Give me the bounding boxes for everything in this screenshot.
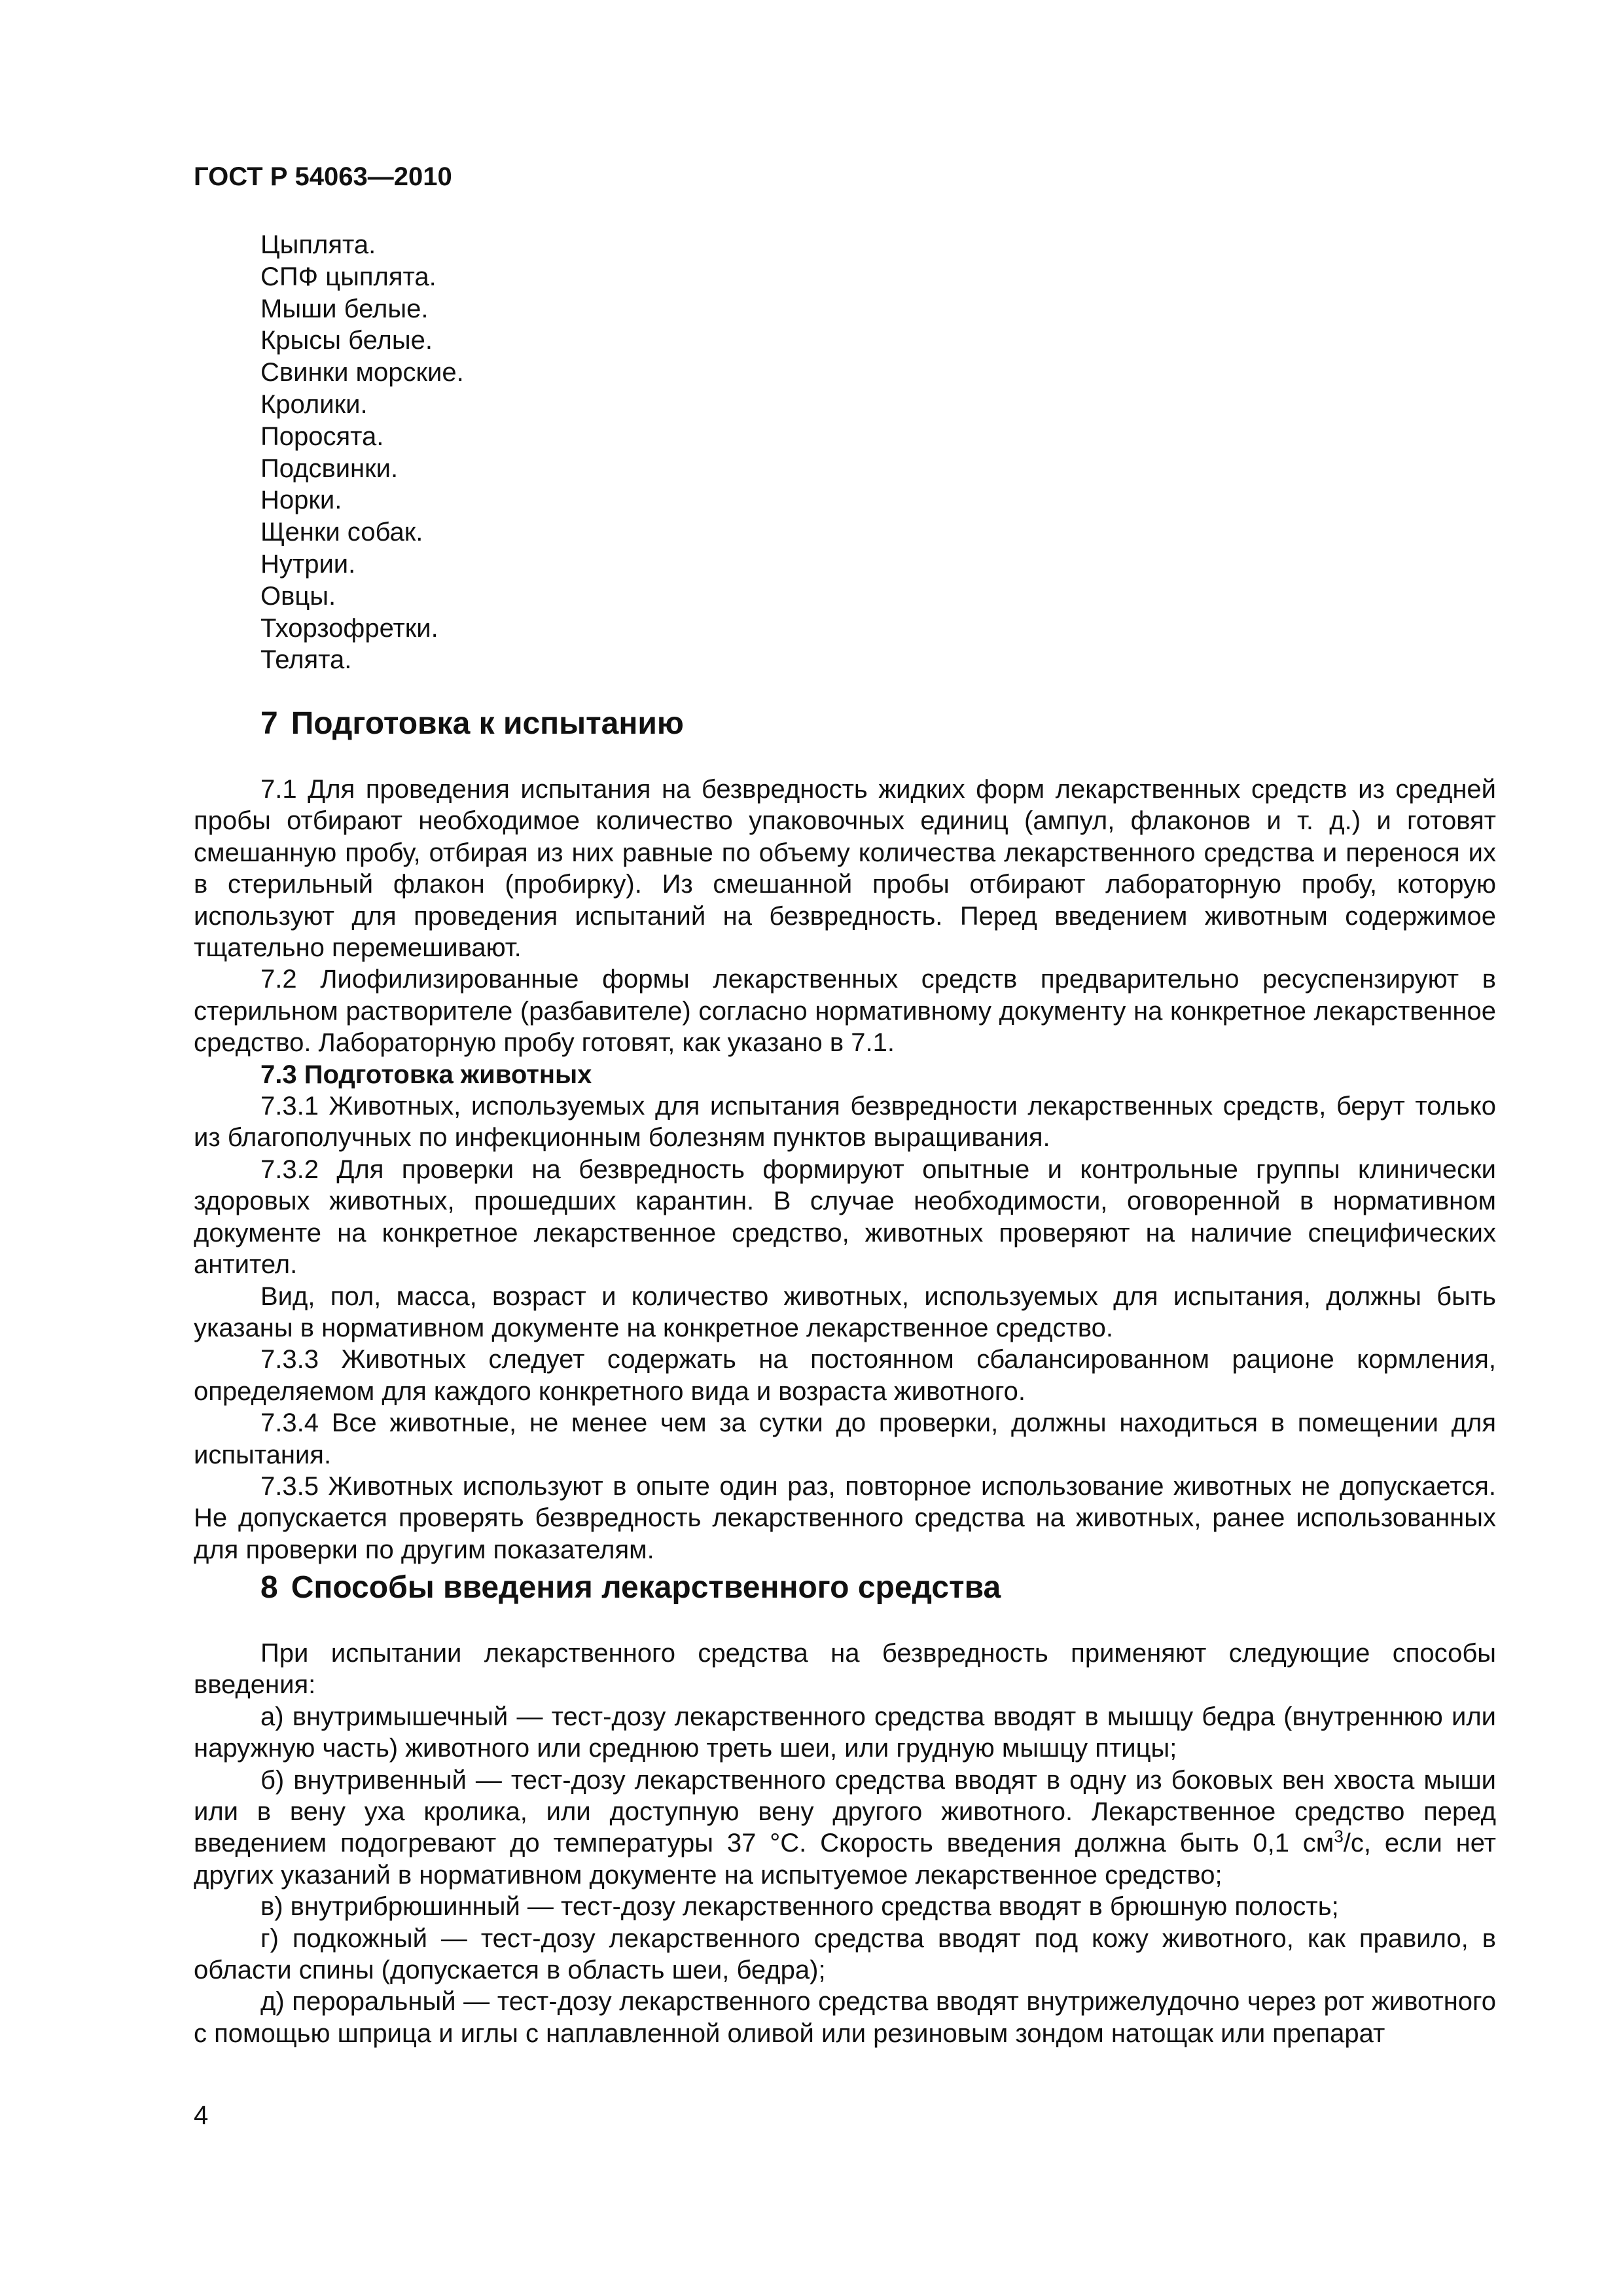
list-item: Тхорзофретки. (260, 613, 438, 643)
section-number: 8 (260, 1570, 278, 1605)
list-item: Нутрии. (260, 549, 356, 579)
section-number: 7 (260, 706, 278, 741)
section-8-heading (260, 1568, 1001, 1607)
animal-species-list (260, 229, 464, 676)
section-8-body (194, 1638, 1496, 2049)
list-item: Кролики. (260, 389, 368, 419)
paragraph-7-2: 7.2 Лиофилизированные формы лекарственных средств предварительно ресуспензируют в стерильном растворителе (разбавителе) согласно нормативному документу на конкретное лекарственное средство. Лабораторную пробу готовят, как указано в 7.1. (194, 965, 1496, 1058)
list-item: Щенки собак. (260, 518, 423, 547)
page-number: 4 (194, 2101, 209, 2130)
paragraph-7-3-1: 7.3.1 Животных, используемых для испытания безвредности лекарственных средств, берут только из благополучных по инфекционным болезням пунктов выращивания. (194, 1092, 1496, 1153)
paragraph-7-1: 7.1 Для проведения испытания на безвредность жидких форм лекарственных средств из средней пробы отбирают необходимое количество упаковочных единиц (ампул, флаконов и т. д.) и готовят смешанную пробу, отбирая из них равные по объему количества лекарственного средства и перенося их в стерильный флакон (пробирку). Из смешанной пробы отбирают лабораторную пробу, которую используют для проведения испытаний на безвредность. Перед введением животным содержимое тщательно перемешивают. (194, 775, 1496, 963)
list-item: Свинки морские. (260, 358, 464, 387)
subsection-7-3-heading: 7.3 Подготовка животных (260, 1060, 592, 1089)
list-item: Мыши белые. (260, 294, 429, 323)
paragraph-7-3-4: 7.3.4 Все животные, не менее чем за сутки до проверки, должны находиться в помещении для испытания. (194, 1408, 1496, 1469)
paragraph-7-3-2-species: Вид, пол, масса, возраст и количество животных, используемых для испытания, должны быть указаны в нормативном документе на конкретное лекарственное средство. (194, 1282, 1496, 1342)
list-item-b-text-cont: /с, если нет других указаний в нормативном документе на испытуемое лекарственное средство; (194, 1829, 1496, 1890)
paragraph-7-3-5: 7.3.5 Животных используют в опыте один раз, повторное использование животных не допускается. Не допускается проверять безвредность лекарственного средства на животных, ранее использованных для проверки по другим показателям. (194, 1471, 1496, 1564)
list-item: СПФ цыплята. (260, 262, 437, 291)
list-item: Крысы белые. (260, 326, 433, 355)
list-item-d: д) пероральный — тест-дозу лекарственного средства вводят внутрижелудочно через рот животного с помощью шприца и иглы с наплавленной оливой или резиновым зондом натощак или препарат (194, 1987, 1496, 2048)
list-item-v: в) внутрибрюшинный — тест-дозу лекарственного средства вводят в брюшную полость; (260, 1892, 1339, 1922)
list-item: Поросята. (260, 422, 384, 451)
section-title: Подготовка к испытанию (291, 706, 684, 741)
list-item: Цыплята. (260, 230, 376, 259)
list-item-b-text: б) внутривенный — тест-дозу лекарственного средства вводят в одну из боковых вен хвоста мыши или в вену уха кролика, или доступную вену другого животного. Лекарственное средство перед введением подогревают до температуры 37 °С. Скорость введения должна быть 0,1 см (194, 1765, 1496, 1858)
section-title: Способы введения лекарственного средства (291, 1570, 1001, 1605)
list-item: Подсвинки. (260, 454, 399, 483)
list-item-g: г) подкожный — тест-дозу лекарственного средства вводят под кожу животного, как правило, в области спины (допускается в область шеи, бедра); (194, 1924, 1496, 1985)
list-item: Овцы. (260, 581, 336, 611)
list-item-b (194, 1765, 1496, 1892)
list-item-a: а) внутримышечный — тест-дозу лекарственного средства вводят в мышцу бедра (внутреннюю или наружную часть) животного или среднюю треть шеи, или грудную мышцу птицы; (194, 1702, 1496, 1763)
paragraph-7-3-3: 7.3.3 Животных следует содержать на постоянном сбалансированном рационе кормления, определяемом для каждого конкретного вида и возраста животного. (194, 1345, 1496, 1406)
list-item: Норки. (260, 486, 342, 515)
standard-code-header: ГОСТ Р 54063—2010 (194, 162, 452, 191)
section-7-heading (260, 704, 684, 744)
paragraph-7-3-2: 7.3.2 Для проверки на безвредность формируют опытные и контрольные группы клинически здоровых животных, прошедших карантин. В случае необходимости, оговоренной в нормативном документе на конкретное лекарственное средство, животных проверяют на наличие специфических антител. (194, 1155, 1496, 1280)
list-item: Телята. (260, 645, 352, 675)
paragraph-8-intro: При испытании лекарственного средства на безвредность применяют следующие способы введения: (194, 1639, 1496, 1700)
section-7-body (194, 774, 1496, 1566)
superscript-exponent: 3 (1334, 1827, 1344, 1847)
